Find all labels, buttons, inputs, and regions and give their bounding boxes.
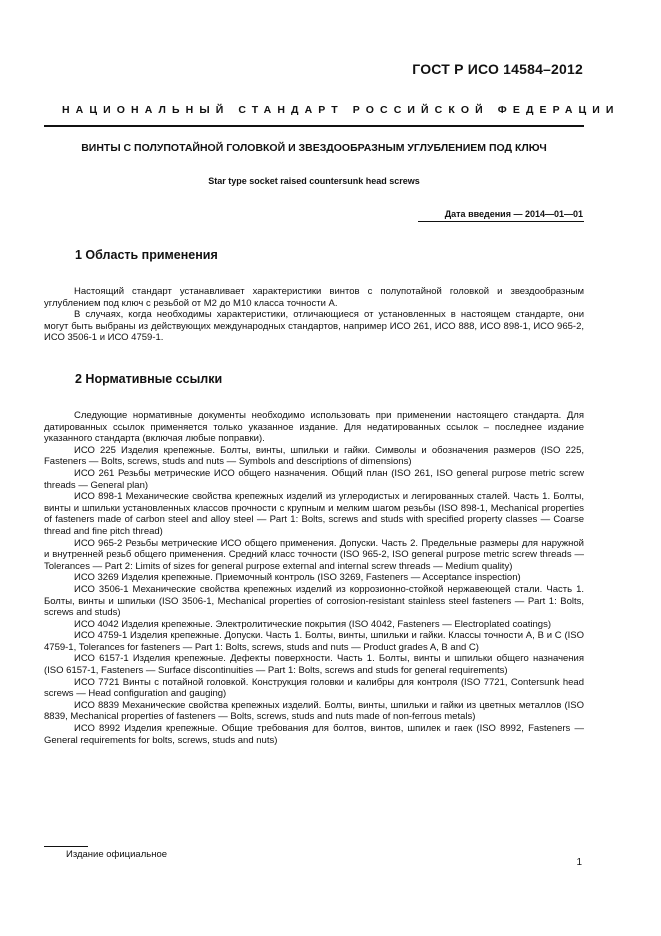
reference-item: ИСО 3269 Изделия крепежные. Приемочный контроль (ISO 3269, Fasteners — Acceptance inspection)	[74, 572, 521, 584]
edition-note: Издание официальное	[66, 849, 168, 860]
reference-item: ИСО 8992 Изделия крепежные. Общие требования для болтов, винтов, шпилек и гаек (ISO 8992, Fasteners — General requirements for bolts, screws, studs and nuts)	[44, 723, 584, 746]
section-1-title: 1 Область применения	[75, 248, 218, 262]
reference-item: ИСО 8839 Механические свойства крепежных изделий. Болты, винты, шпильки и гайки из цветных металлов (ISO 8839, Mechanical properties of fasteners — Bolts, screws, studs and nuts made of non-ferrous metals)	[44, 699, 584, 723]
paragraph: Следующие нормативные документы необходимо использовать при применении настоящего стандарта. Для датированных ссылок применяется только указанное издание. Для недатированных ссылок – последнее издание указанного стандарта (включая любые поправки).	[44, 410, 584, 445]
reference-item: ИСО 261 Резьбы метрические ИСО общего назначения. Общий план (ISO 261, ISO general purpose metric screw threads — General plan)	[44, 467, 584, 491]
introduction-date: Дата введения — 2014—01—01	[444, 209, 583, 219]
document-code: ГОСТ Р ИСО 14584–2012	[412, 61, 583, 77]
reference-item: ИСО 4042 Изделия крепежные. Электролитические покрытия (ISO 4042, Fasteners — Electroplated coatings)	[74, 618, 551, 630]
reference-item: ИСО 3506-1 Механические свойства крепежных изделий из коррозионно-стойкой нержавеющей стали. Часть 1. Болты, винты и шпильки (ISO 3506-1, Mechanical properties of corrosion-resistant stainless steel fasteners — Part 1: Bolts, screws and studs)	[44, 583, 584, 619]
section-1-body	[44, 286, 584, 344]
reference-item: ИСО 6157-1 Изделия крепежные. Дефекты поверхности. Часть 1. Болты, винты и шпильки общего назначения (ISO 6157-1, Fasteners — Surface discontinuities — Part 1: Bolts, screws and studs for general requirements)	[44, 653, 584, 677]
paragraph: В случаях, когда необходимы характеристики, отличающиеся от установленных в настоящем стандарте, они могут быть выбраны из действующих международных стандартов, например ИСО 261, ИСО 888, ИСО 898-1, ИСО 965-2, ИСО 3506-1 и ИСО 4759-1.	[44, 309, 584, 344]
reference-item: ИСО 7721 Винты с потайной головкой. Конструкция головки и калибры для контроля (ISO 7721, Contersunk head screws — Head configuration and gauging)	[44, 676, 584, 700]
reference-item: ИСО 965-2 Резьбы метрические ИСО общего применения. Допуски. Часть 2. Предельные размеры для наружной и внутренней резьб общего применения. Средний класс точности (ISO 965-2, ISO general purpose metric screw threads — Tolerances — Part 2: Limits of sizes for general purpose external and internal screw threads — Medium quality)	[44, 537, 584, 572]
section-2-body	[44, 410, 584, 746]
reference-item: ИСО 225 Изделия крепежные. Болты, винты, шпильки и гайки. Символы и обозначения размеров (ISO 225, Fasteners — Bolts, screws, studs and nuts — Symbols and descriptions of dimensions)	[44, 444, 584, 468]
reference-item: ИСО 898-1 Механические свойства крепежных изделий из углеродистых и легированных сталей. Часть 1. Болты, винты и шпильки установленных классов прочности с крупным и мелким шагом резьбы (ISO 898-1, Mechanical properties of fasteners made of carbon steel and alloy steel — Part 1: Bolts, screws and studs with specified property classes — Coarse thread and fine pitch thread)	[44, 491, 584, 537]
footnote-divider	[44, 846, 88, 847]
date-underline	[418, 221, 584, 222]
section-2-title: 2 Нормативные ссылки	[75, 372, 223, 386]
reference-item: ИСО 4759-1 Изделия крепежные. Допуски. Часть 1. Болты, винты, шпильки и гайки. Классы точности A, B и C (ISO 4759-1, Tolerances for fasteners — Part 1: Bolts, screws, studs and nuts — Product grades A, B and C)	[44, 630, 584, 653]
national-standard-heading: НАЦИОНАЛЬНЫЙ СТАНДАРТ РОССИЙСКОЙ ФЕДЕРАЦИИ	[62, 104, 620, 116]
page-number: 1	[576, 857, 582, 868]
document-title-en: Star type socket raised countersunk head screws	[208, 176, 420, 186]
header-divider	[44, 125, 584, 127]
document-title-ru: ВИНТЫ С ПОЛУПОТАЙНОЙ ГОЛОВКОЙ И ЗВЕЗДООБРАЗНЫМ УГЛУБЛЕНИЕМ ПОД КЛЮЧ	[81, 142, 547, 154]
paragraph: Настоящий стандарт устанавливает характеристики винтов с полупотайной головкой и звездообразным углублением под ключ с резьбой от М2 до М10 класса точности А.	[44, 286, 584, 309]
